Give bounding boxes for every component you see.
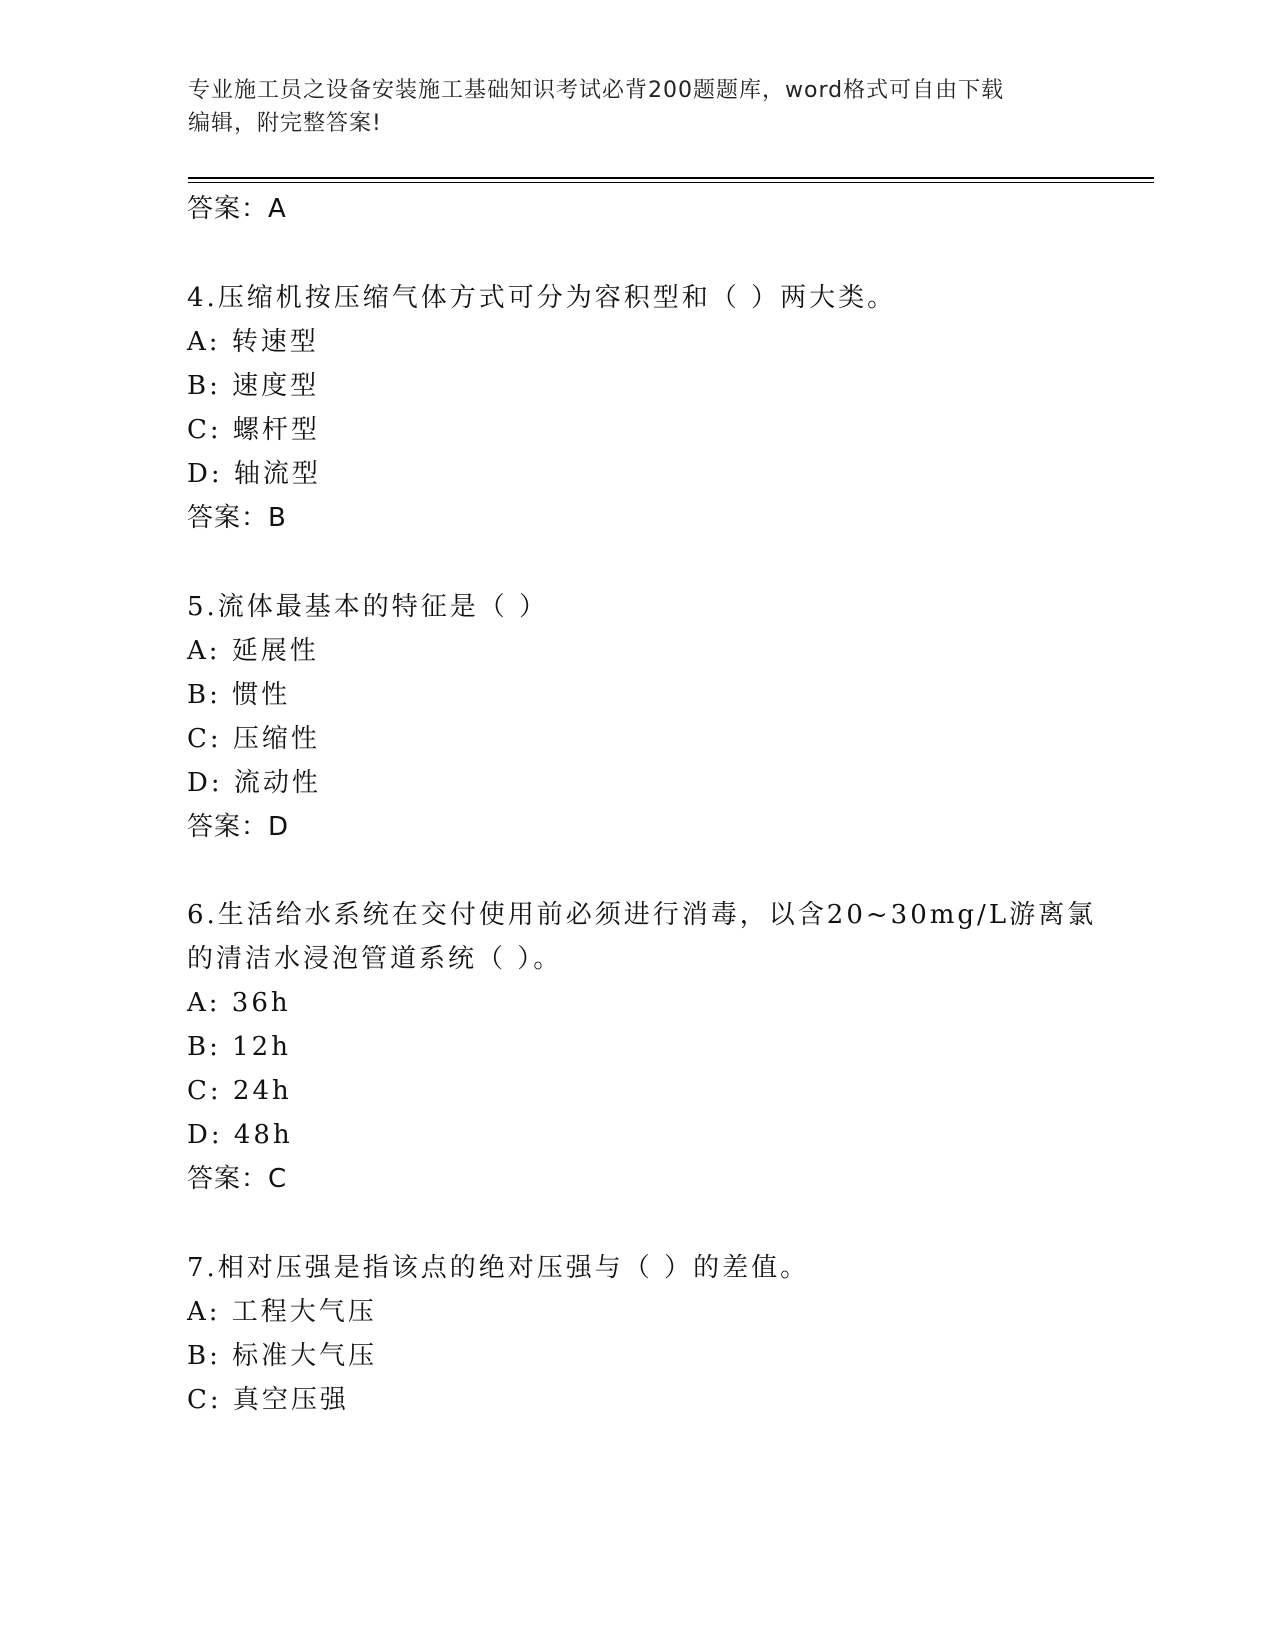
question-6-stem-line2: 的清洁水浸泡管道系统（ ）。 xyxy=(187,944,563,974)
question-6-option-d: D: 48h xyxy=(187,1120,293,1150)
question-6-option-b: B: 12h xyxy=(187,1032,291,1062)
header-title-line1: 专业施工员之设备安装施工基础知识考试必背200题题库，word格式可自由下载 xyxy=(188,78,1005,103)
document-header xyxy=(188,74,1068,140)
question-4-option-d: D: 轴流型 xyxy=(187,459,321,489)
question-4-option-c: C: 螺杆型 xyxy=(187,415,320,445)
answer-q6: 答案：C xyxy=(187,1164,288,1194)
header-title-line2: 编辑，附完整答案! xyxy=(188,111,382,136)
question-4-stem: 4.压缩机按压缩气体方式可分为容积型和（ ）两大类。 xyxy=(187,283,897,313)
question-5-option-b: B: 惯性 xyxy=(187,680,291,710)
answer-q3: 答案：A xyxy=(187,194,287,224)
question-5-option-a: A: 延展性 xyxy=(187,636,319,666)
question-4-option-a: A: 转速型 xyxy=(187,327,319,357)
question-7-option-c: C: 真空压强 xyxy=(187,1385,349,1415)
question-5-stem: 5.流体最基本的特征是（ ） xyxy=(187,592,549,622)
question-5-option-d: D: 流动性 xyxy=(187,768,321,798)
question-6-option-c: C: 24h xyxy=(187,1076,292,1106)
header-divider-thin xyxy=(188,182,1154,183)
question-6-stem-line1: 6.生活给水系统在交付使用前必须进行消毒，以含20~30mg/L游离氯 xyxy=(187,900,1097,930)
answer-q4: 答案：B xyxy=(187,503,287,533)
header-divider-thick xyxy=(188,177,1154,179)
answer-q5: 答案：D xyxy=(187,812,290,842)
question-6-option-a: A: 36h xyxy=(187,988,291,1018)
question-7-stem: 7.相对压强是指该点的绝对压强与（ ）的差值。 xyxy=(187,1253,810,1283)
question-7-option-a: A: 工程大气压 xyxy=(187,1297,377,1327)
question-4-option-b: B: 速度型 xyxy=(187,371,320,401)
question-5-option-c: C: 压缩性 xyxy=(187,724,320,754)
question-7-option-b: B: 标准大气压 xyxy=(187,1341,378,1371)
